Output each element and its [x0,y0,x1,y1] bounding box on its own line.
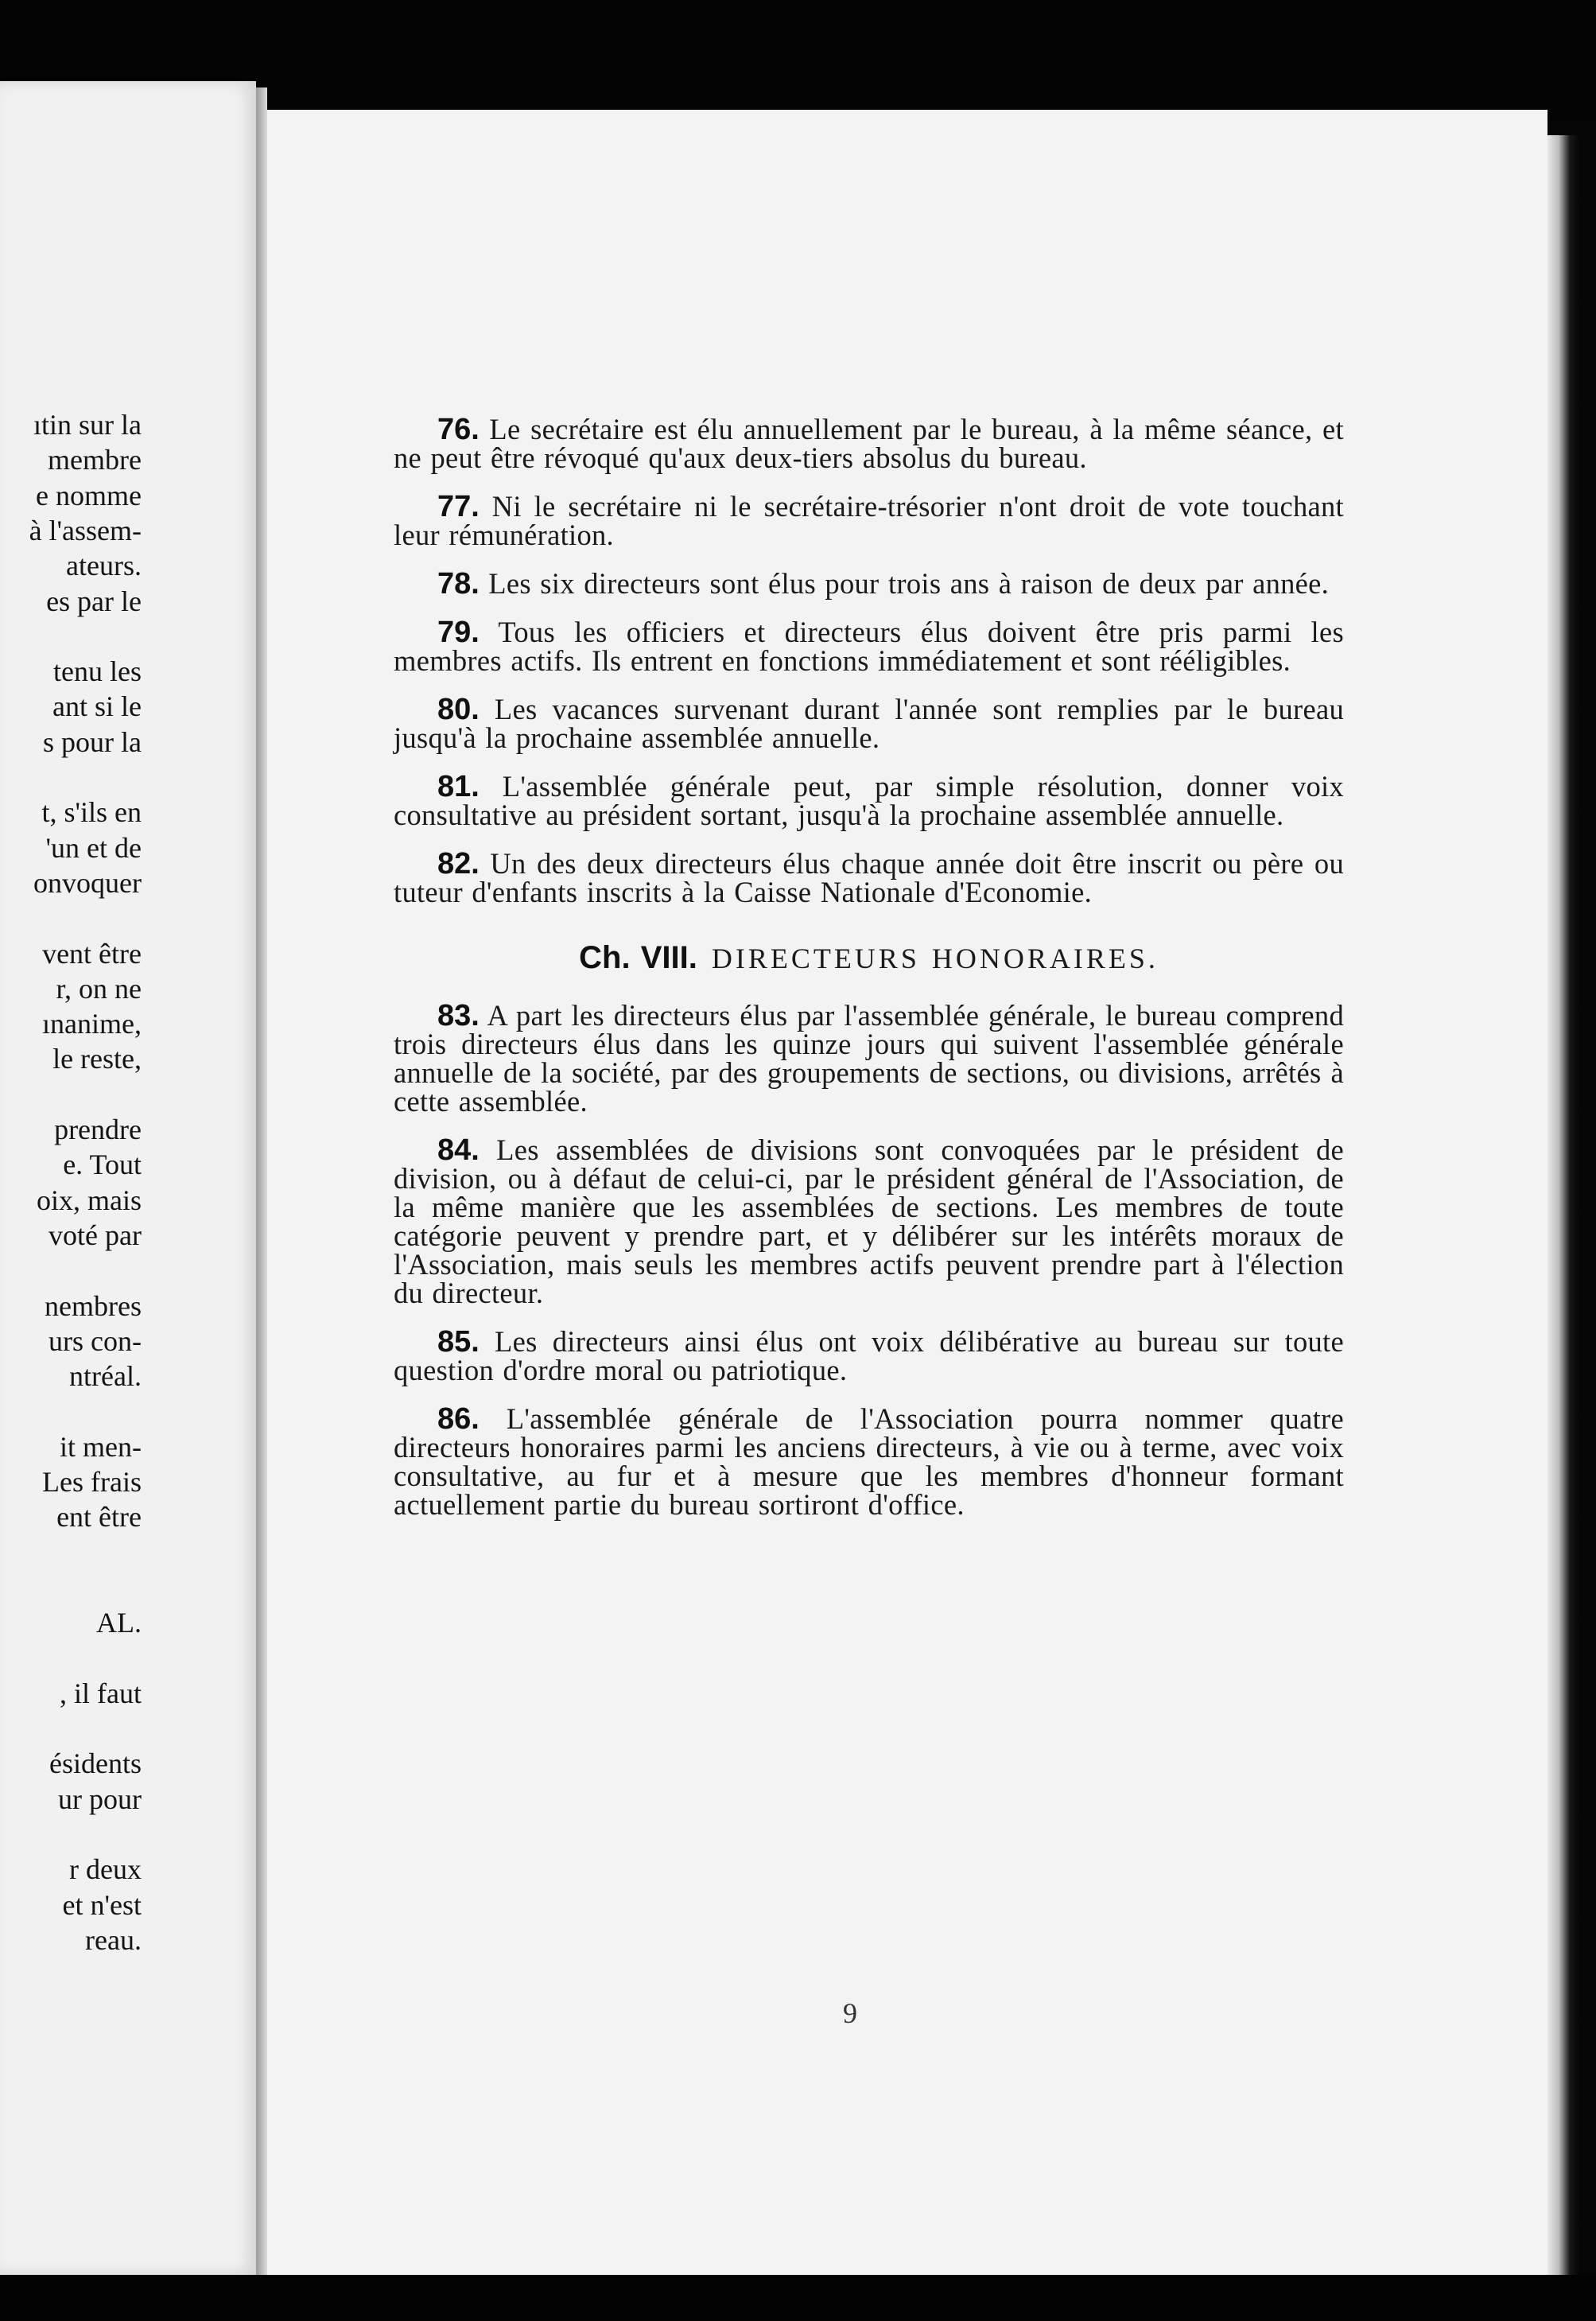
left-page-fragment: s pour la [43,725,142,758]
left-page-fragment: ur pour [58,1783,142,1815]
left-page-fragment: urs con- [49,1324,142,1357]
article-text: Un des deux directeurs élus chaque année doit être inscrit ou père ou tuteur d'enfants inscrits à la Caisse Nationale d'Economie. [394,847,1344,908]
article-number: 76. [437,413,480,446]
left-page-fragment: it men- [60,1430,142,1463]
left-page-fragment: ntréal. [69,1360,142,1393]
article-number: 80. [437,693,480,726]
left-page-fragment: et n'est [62,1888,142,1921]
article-text: Ni le secrétaire ni le secrétaire-trésorier n'ont droit de vote touchant leur rémunération. [394,490,1344,551]
articles-section-2 [394,1001,1344,1519]
article [394,1133,1344,1309]
article [394,415,1344,472]
article-number: 83. [437,999,480,1032]
article [394,695,1344,752]
articles-section-1 [394,415,1344,907]
left-page-fragment: à l'assem- [29,514,142,546]
article-text: L'assemblée générale peut, par simple résolution, donner voix consultative au président sortant, jusqu'à la prochaine assemblée annuelle. [394,770,1344,831]
article-text: Tous les officiers et directeurs élus doivent être pris parmi les membres actifs. Ils entrent en fonctions immédiatement et sont rééligibles. [394,616,1344,677]
left-page-fragment: nembres [45,1289,142,1322]
article-text: L'assemblée générale de l'Association pourra nommer quatre directeurs honoraires parmi les anciens directeurs, à vie ou à terme, avec voix consultative, au fur et à mesure que les membres d'honneur formant actuellement partie du bureau sortiront d'office. [394,1402,1344,1521]
article [394,492,1344,550]
article-text: A part les directeurs élus par l'assemblée générale, le bureau comprend trois directeurs élus dans les quinze jours qui suivent l'assemblée générale annuelle de la société, par des groupements de sections, ou divisions, arrêtés à cette assemblée. [394,999,1344,1118]
left-page-fragment: e nomme [36,479,142,511]
left-page-fragment: Les frais [42,1466,142,1498]
page-gutter [256,87,267,2275]
left-page-fragment: oix, mais [37,1184,142,1216]
article-text: Les directeurs ainsi élus ont voix délibérative au bureau sur toute question d'ordre moral ou patriotique. [394,1325,1344,1386]
chapter-heading [394,939,1344,978]
left-page-fragment: es par le [46,585,142,617]
scan-border-bottom [0,2275,1596,2321]
article-number: 86. [437,1402,480,1436]
article [394,849,1344,907]
article-text: Les six directeurs sont élus pour trois ans à raison de deux par année. [479,567,1330,600]
left-page-fragment: r, on ne [56,972,142,1005]
article [394,567,1344,601]
left-page-fragment: ateurs. [66,550,142,582]
left-page-fragment: 'un et de [45,831,142,864]
page-body [394,415,1344,1539]
article-number: 85. [437,1325,480,1359]
left-page-fragment: tenu les [53,655,142,688]
left-page-fragment: ant si le [52,690,142,723]
article-number: 82. [437,847,480,881]
left-page-fragment: , il faut [60,1677,142,1709]
left-page [0,81,256,2275]
left-page-fragment: onvoquer [33,866,142,899]
left-page-fragment: reau. [85,1923,142,1956]
left-page-fragment: ent être [56,1501,142,1534]
article-text: Le secrétaire est élu annuellement par le bureau, à la même séance, et ne peut être révoqué qu'aux deux-tiers absolus du bureau. [394,413,1344,474]
article-text: Les vacances survenant durant l'année sont remplies par le bureau jusqu'à la prochaine assemblée annuelle. [394,693,1344,754]
article-number: 84. [437,1133,480,1167]
left-page-fragment: vent être [42,937,142,970]
chapter-title: DIRECTEURS HONORAIRES. [711,943,1159,974]
article-number: 79. [437,616,480,649]
article [394,1402,1344,1521]
article [394,1325,1344,1386]
left-page-fragment: voté par [49,1219,142,1251]
article-text: Les assemblées de divisions sont convoquées par le président de division, ou à défaut de celui-ci, par le président général de l'Association, de la même manière que les assemblées de sections. Les membres de toute catégorie peuvent y prendre part, et y délibérer sur les intérêts moraux de l'Association, mais seuls les membres actifs peuvent prendre part à l'élection du directeur. [394,1133,1344,1309]
article-number: 78. [437,567,480,601]
page-number: 9 [843,1997,857,2029]
left-page-fragment: ésidents [49,1748,142,1780]
left-page-fragment: t, s'ils en [41,796,142,829]
chapter-number: Ch. VIII. [579,940,697,975]
article-number: 77. [437,490,480,523]
article [394,772,1344,830]
page-edge [1547,135,1579,2275]
left-page-fragment: le reste, [52,1043,142,1075]
left-page-fragment: prendre [54,1114,142,1145]
left-page-fragment: ıtin sur la [33,409,142,441]
article [394,618,1344,675]
left-page-fragment: membre [48,444,142,476]
left-page-fragment: ınanime, [42,1008,142,1040]
left-page-fragment: e. Tout [63,1149,142,1181]
article [394,1001,1344,1116]
article-number: 81. [437,770,480,803]
left-page-fragment: AL. [96,1607,142,1639]
left-page-fragment: r deux [69,1853,142,1886]
